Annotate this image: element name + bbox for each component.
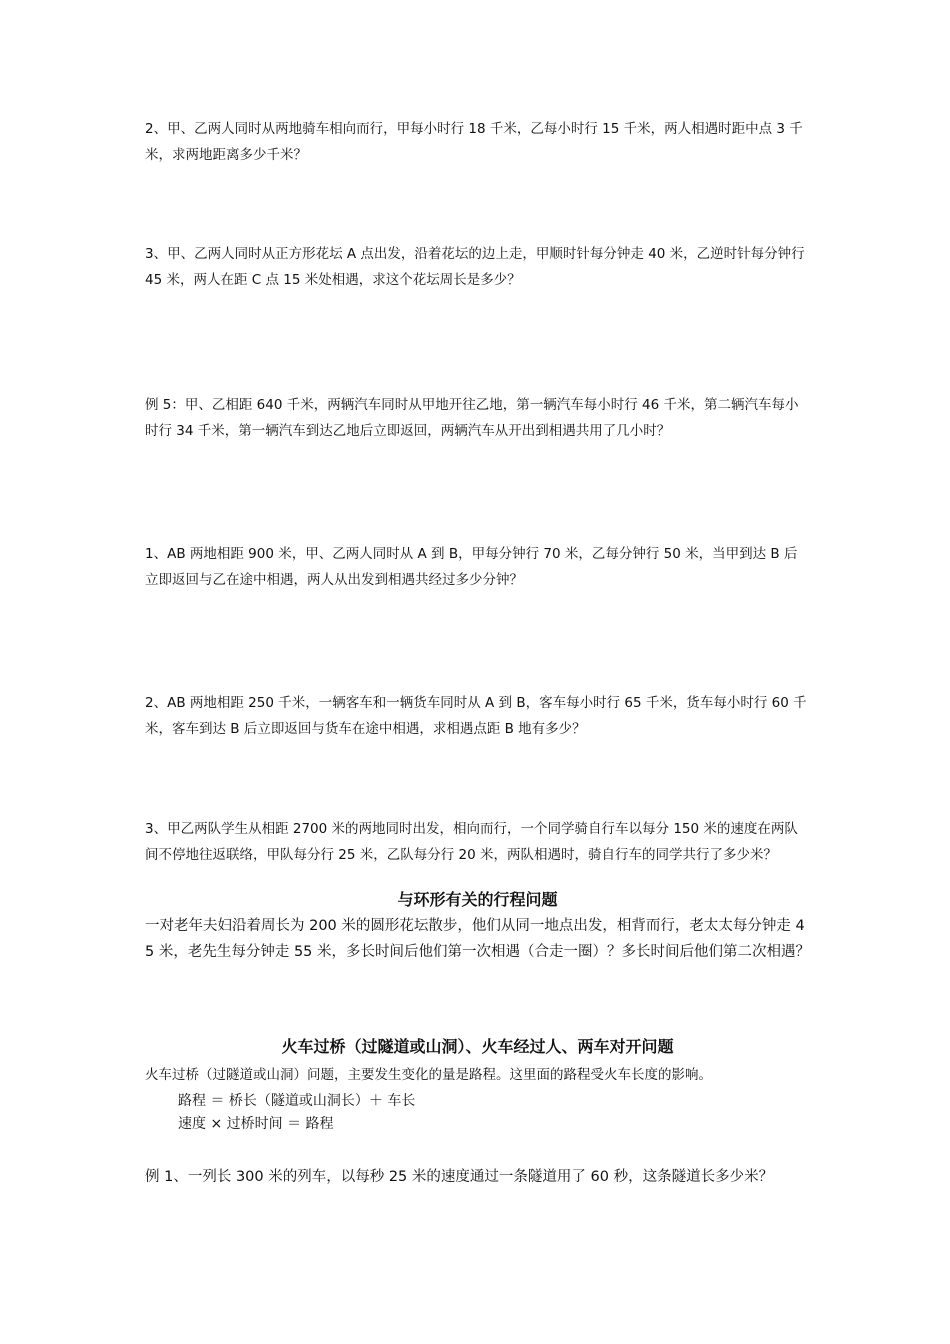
problem-2-meeting-distance: 2、甲、乙两人同时从两地骑车相向而行，甲每小时行 18 千米，乙每小时行 15 千米，两人相遇时距中点 3 千米，求两地距离多少千米？ (145, 121, 803, 163)
train-bridge-intro: 火车过桥（过隧道或山洞）问题，主要发生变化的量是路程。这里面的路程受火车长度的影响。 (145, 1067, 712, 1083)
example-1-train-tunnel: 例 1、一列长 300 米的列车，以每秒 25 米的速度通过一条隧道用了 60 秒，这条隧道长多少米？ (145, 1169, 774, 1185)
ring-travel-problem: 一对老年夫妇沿着周长为 200 米的圆形花坛散步，他们从同一地点出发，相背而行，老太太每分钟走 45 米，老先生每分钟走 55 米，多长时间后他们第一次相遇（合走一圈）？多长时间后他们第二次相遇？ (145, 918, 810, 960)
formula-speed-time: 速度 × 过桥时间 ＝ 路程 (178, 1116, 334, 1132)
section-title-ring-travel: 与环形有关的行程问题 (397, 890, 558, 909)
formula-distance: 路程 ＝ 桥长（隧道或山洞长）＋ 车长 (178, 1093, 416, 1109)
section-title-train-bridge: 火车过桥（过隧道或山洞）、火车经过人、两车对开问题 (281, 1037, 674, 1056)
problem-3-bike-messenger: 3、甲乙两队学生从相距 2700 米的两地同时出发，相向而行，一个同学骑自行车以每分 150 米的速度在两队间不停地往返联络，甲队每分行 25 米，乙队每分行 20 米，两队相遇时，骑自行车的同学共行了多少米？ (145, 821, 798, 863)
problem-1-ab-900m: 1、AB 两地相距 900 米，甲、乙两人同时从 A 到 B，甲每分钟行 70 米，乙每分钟行 50 米，当甲到达 B 后立即返回与乙在途中相遇，两人从出发到相遇共经过多少分钟？ (145, 546, 798, 588)
problem-2-ab-250km: 2、AB 两地相距 250 千米，一辆客车和一辆货车同时从 A 到 B，客车每小时行 65 千米，货车每小时行 60 千米，客车到达 B 后立即返回与货车在途中相遇，求相遇点距 B 地有多少？ (145, 695, 807, 737)
problem-3-square-flowerbed: 3、甲、乙两人同时从正方形花坛 A 点出发，沿着花坛的边上走，甲顺时针每分钟走 40 米，乙逆时针每分钟行 45 米，两人在距 C 点 15 米处相遇，求这个花坛周长是多少？ (145, 246, 805, 288)
example-5-two-cars: 例 5：甲、乙相距 640 千米，两辆汽车同时从甲地开往乙地，第一辆汽车每小时行 46 千米，第二辆汽车每小时行 34 千米，第一辆汽车到达乙地后立即返回，两辆汽车从开出到相遇共用了几小时？ (145, 397, 799, 439)
